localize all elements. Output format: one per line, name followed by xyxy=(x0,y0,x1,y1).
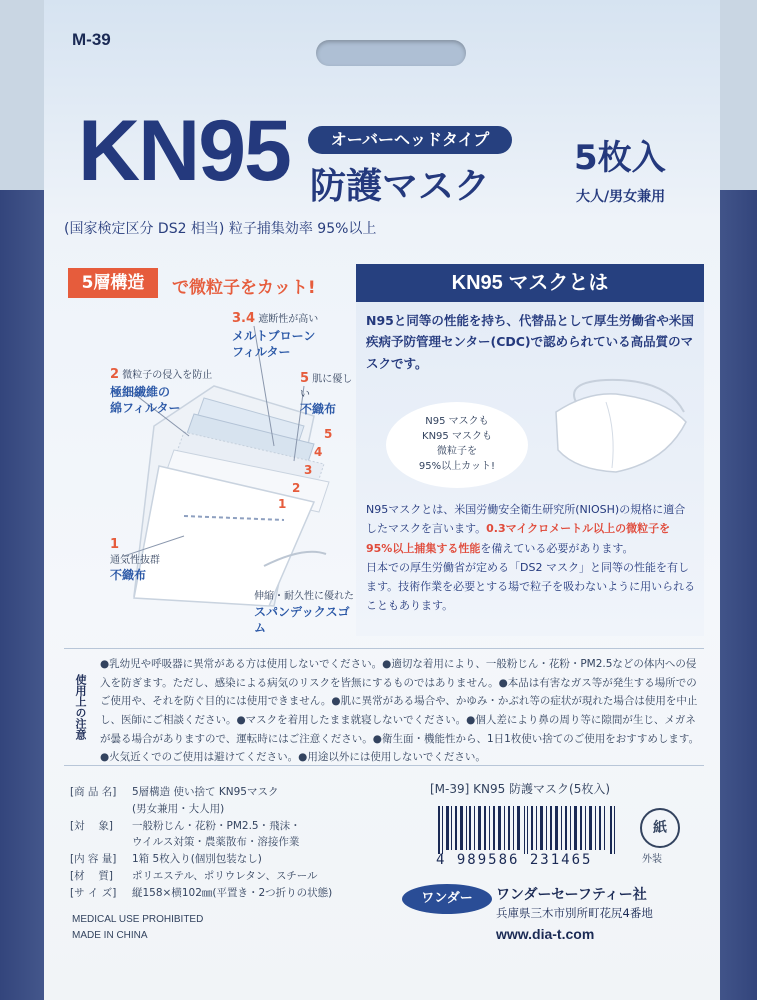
spec-row: [対 象] 一般粉じん・花粉・PM2.5・飛沫・ xyxy=(70,819,301,832)
layer-number-1: 1 xyxy=(278,497,287,511)
product-title: KN95 xyxy=(78,103,290,199)
company-name: ワンダーセーフティー社 xyxy=(496,887,647,903)
mask-layer-diagram xyxy=(64,306,354,636)
footer-notes xyxy=(72,912,203,944)
spec-row: [内 容 量] 1箱 5枚入り(個別包装なし) xyxy=(70,853,262,866)
company-website: www.dia-t.com xyxy=(496,926,595,942)
callout-skin-layer: 5 肌に優しい 不織布 xyxy=(300,371,353,417)
info-lead: N95と同等の性能を持ち、代替品として厚生労働省や米国疾病予防管理センター(CDC)で認められている高品質のマスクです。 xyxy=(366,313,694,371)
kn95-info-panel xyxy=(356,264,704,636)
package-card xyxy=(44,0,720,1000)
layer-number-2: 2 xyxy=(292,481,301,495)
spec-line: (国家検定区分 DS2 相当) 粒子捕集効率 95%以上 xyxy=(64,221,377,237)
info-heading: KN95 マスクとは xyxy=(356,264,704,302)
barcode-number: 4 989586 231465 xyxy=(436,852,593,868)
callout-cotton-filter: 2 微粒子の侵入を防止 極細繊維の 綿フィルター xyxy=(110,367,213,416)
mask-photo xyxy=(546,372,696,492)
layer-structure-tag: 5層構造 xyxy=(68,268,158,298)
spec-row: (男女兼用・大人用) xyxy=(132,802,225,815)
origin-note: MADE IN CHINA xyxy=(72,930,148,941)
brand-logo: ワンダー xyxy=(402,884,492,914)
recycle-label: 外装 xyxy=(642,854,662,865)
count-label: 5枚入 xyxy=(574,138,666,178)
model-number: M-39 xyxy=(72,30,111,49)
spec-row: ウイルス対策・農薬散布・溶接作業 xyxy=(132,836,300,849)
callout-outer-layer: 1 通気性抜群 不織布 xyxy=(110,537,160,583)
type-badge: オーバーヘッドタイプ xyxy=(308,126,512,154)
spec-row: [サ イ ズ] 縦158×横102㎜(平置き・2つ折りの状態) xyxy=(70,886,333,899)
callout-meltblown: 3.4 遮断性が高い メルトブローン フィルター xyxy=(232,311,319,360)
layer-structure-suffix: で微粒子をカット! xyxy=(172,278,316,298)
spec-row: [材 質] ポリエステル、ポリウレタン、スチール xyxy=(70,869,318,882)
barcode xyxy=(436,806,620,854)
layer-number-5: 5 xyxy=(324,427,333,441)
layer-number-4: 4 xyxy=(314,445,323,459)
layer-number-3: 3 xyxy=(304,463,313,477)
paper-recycle-icon: 紙 xyxy=(640,808,680,848)
caution-label: 使用上の注意 xyxy=(74,674,87,740)
spec-row: [商 品 名] 5層構造 使い捨て KN95マスク xyxy=(70,786,279,798)
product-code: [M-39] KN95 防護マスク(5枚入) xyxy=(430,782,611,796)
spec-table xyxy=(70,784,440,902)
hang-hole xyxy=(316,40,466,66)
comparison-bubble: N95 マスクも KN95 マスクも 微粒子を 95%以上カット! xyxy=(386,402,528,488)
product-name: 防護マスク xyxy=(310,166,491,207)
company-address: 兵庫県三木市別所町花尻4番地 xyxy=(496,906,653,920)
target-label: 大人/男女兼用 xyxy=(576,189,666,205)
caution-text: ●乳幼児や呼吸器に異常がある方は使用しないでください。●適切な着用により、一般粉じん・花粉・PM2.5などの体内への侵入を防ぎます。ただし、感染による病気のリスクを皆無にするものではありません。●本品は有害なガス等が発生する場所でのご使用や、それを防ぐ目的には使用できません。●肌に異常がある場合や、かゆみ・かぶれ等の症状が現れた場合は使用を中止し、医師にご相談ください。●マスクを着用したまま就寝しないでください。●個人差により鼻の周り等に隙間が生じ、メガネが曇る場合がありますので、運転時にはご注意ください。●衛生面・機能性から、1日1枚使い捨てのご使用をおすすめします。●火気近くでのご使用は避けてください。●用途以外には使用しないでください。 xyxy=(100,658,700,764)
info-detail: N95マスクとは、米国労働安全衛生研究所(NIOSH)の規格に適合したマスクを言います。0.3マイクロメートル以上の微粒子を95%以上捕集する性能を備えている必要があります。 日本での厚生労働省が定める「DS2 マスク」と同等の性能を有します。技術作業を必要とする場で粒子を吸わないように用いられることもあります。 xyxy=(366,503,696,613)
medical-note: MEDICAL USE PROHIBITED xyxy=(72,914,204,925)
callout-elastic-band: 伸縮・耐久性に優れた スパンデックスゴム xyxy=(254,591,354,635)
usage-caution xyxy=(64,648,704,766)
